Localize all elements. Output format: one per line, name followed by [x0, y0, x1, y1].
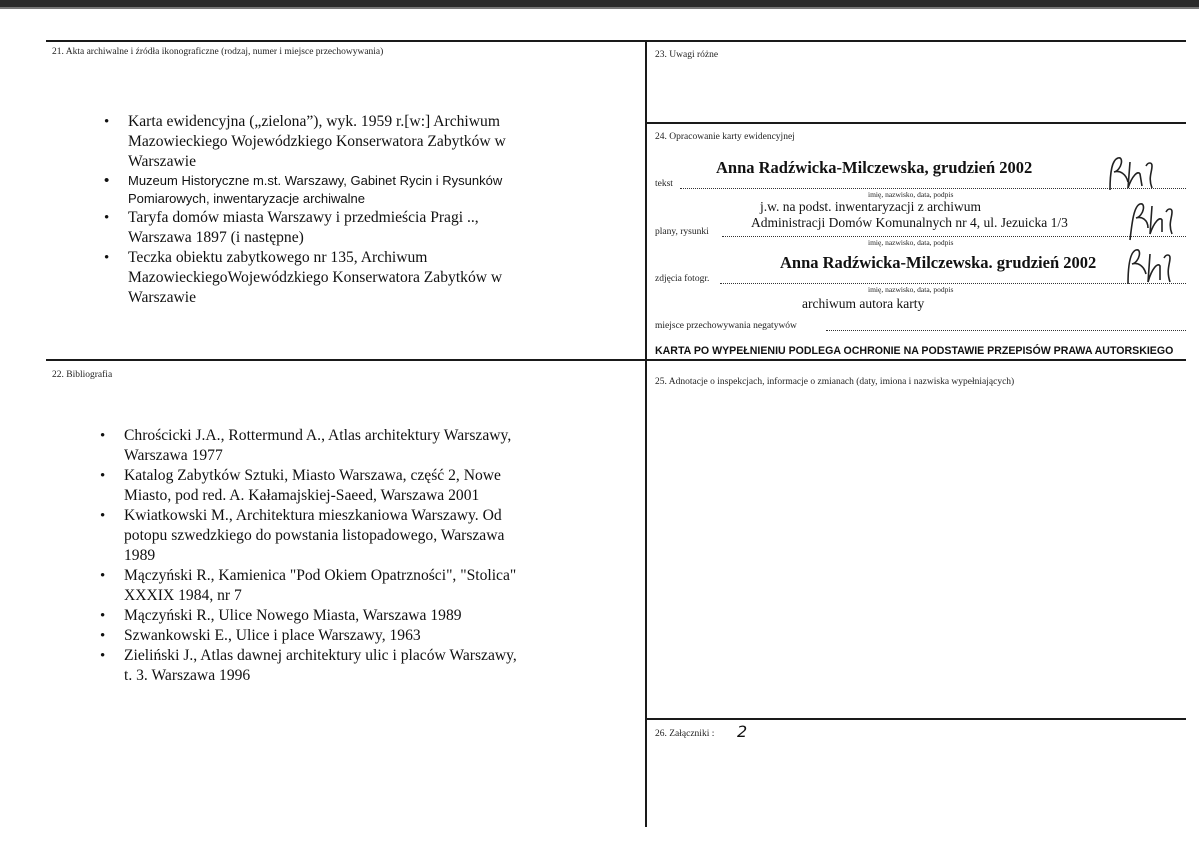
plans-row-label: plany, rysunki	[655, 227, 709, 237]
left-mid-border	[46, 359, 646, 361]
attachments-count: 2	[737, 722, 748, 741]
plans-value-line2: Administracji Domów Komunalnych nr 4, ul. Jezuicka 1/3	[751, 215, 1068, 230]
right-border-23	[645, 122, 1186, 124]
photos-author-value: Anna Radźwicka-Milczewska. grudzień 2002	[780, 253, 1097, 272]
photos-row-sublabel: imię, nazwisko, data, podpis	[868, 285, 954, 294]
signature-1	[1100, 152, 1156, 196]
text-author-value: Anna Radźwicka-Milczewska, grudzień 2002	[716, 158, 1033, 177]
text-row-sublabel: imię, nazwisko, data, podpis	[868, 190, 954, 199]
section-26-label: 26. Załączniki :	[655, 729, 715, 739]
negatives-row-line	[826, 330, 1186, 331]
section-25-label: 25. Adnotacje o inspekcjach, informacje o zmianach (daty, imiona i nazwiska wypełniających)	[655, 377, 1015, 387]
list-item: • Mączyński R., Ulice Nowego Miasta, Warszawa 1989	[98, 606, 518, 626]
negatives-value: archiwum autora karty	[802, 296, 925, 311]
center-divider	[645, 40, 647, 827]
list-item: • Muzeum Historyczne m.st. Warszawy, Gabinet Rycin i Rysunków Pomiarowych, inwentaryzacje archiwalne	[102, 172, 522, 208]
list-item: • Taryfa domów miasta Warszawy i przedmieścia Pragi .., Warszawa 1897 (i następne)	[102, 208, 522, 248]
section-22-list	[98, 426, 518, 686]
text-row-label: tekst	[655, 179, 673, 189]
list-item: • Teczka obiektu zabytkowego nr 135, Archiwum MazowieckiegoWojewódzkiego Konserwatora Zabytków w Warszawie	[102, 248, 522, 308]
section-24-label: 24. Opracowanie karty ewidencyjnej	[655, 132, 795, 142]
plans-row-sublabel: imię, nazwisko, data, podpis	[868, 238, 954, 247]
section-21-list	[102, 112, 522, 308]
signature-2	[1122, 198, 1174, 244]
list-item: • Kwiatkowski M., Architektura mieszkaniowa Warszawy. Od potopu szwedzkiego do powstania listopadowego, Warszawa 1989	[98, 506, 518, 566]
list-item: • Zieliński J., Atlas dawnej architektury ulic i placów Warszawy, t. 3. Warszawa 1996	[98, 646, 518, 686]
list-item: • Karta ewidencyjna („zielona”), wyk. 1959 r.[w:] Archiwum Mazowieckiego Wojewódzkiego Konserwatora Zabytków w Warszawie	[102, 112, 522, 172]
section-22-label: 22. Bibliografia	[52, 370, 113, 380]
list-item: • Katalog Zabytków Sztuki, Miasto Warszawa, część 2, Nowe Miasto, pod red. A. Kałamajskiej-Saeed, Warszawa 2001	[98, 466, 518, 506]
plans-row-line	[722, 236, 1186, 237]
copyright-notice: KARTA PO WYPEŁNIENIU PODLEGA OCHRONIE NA PODSTAWIE PRZEPISÓW PRAWA AUTORSKIEGO	[655, 345, 1174, 357]
photos-row-label: zdjęcia fotogr.	[655, 274, 710, 284]
signature-3	[1118, 244, 1174, 288]
top-border	[46, 40, 1186, 42]
section-21-label: 21. Akta archiwalne i źródła ikonograficzne (rodzaj, numer i miejsce przechowywania)	[52, 47, 384, 57]
negatives-row-label: miejsce przechowywania negatywów	[655, 321, 797, 331]
right-border-24	[645, 359, 1186, 361]
right-border-25	[645, 718, 1186, 720]
scan-top-edge	[0, 0, 1199, 7]
list-item: • Chrościcki J.A., Rottermund A., Atlas architektury Warszawy, Warszawa 1977	[98, 426, 518, 466]
scan-top-edge-shadow	[0, 7, 1199, 9]
photos-row-line	[720, 283, 1186, 284]
section-23-label: 23. Uwagi różne	[655, 50, 719, 60]
list-item: • Mączyński R., Kamienica "Pod Okiem Opatrzności", "Stolica" XXXIX 1984, nr 7	[98, 566, 518, 606]
list-item: • Szwankowski E., Ulice i place Warszawy, 1963	[98, 626, 518, 646]
plans-value-line1: j.w. na podst. inwentaryzacji z archiwum	[760, 199, 982, 214]
